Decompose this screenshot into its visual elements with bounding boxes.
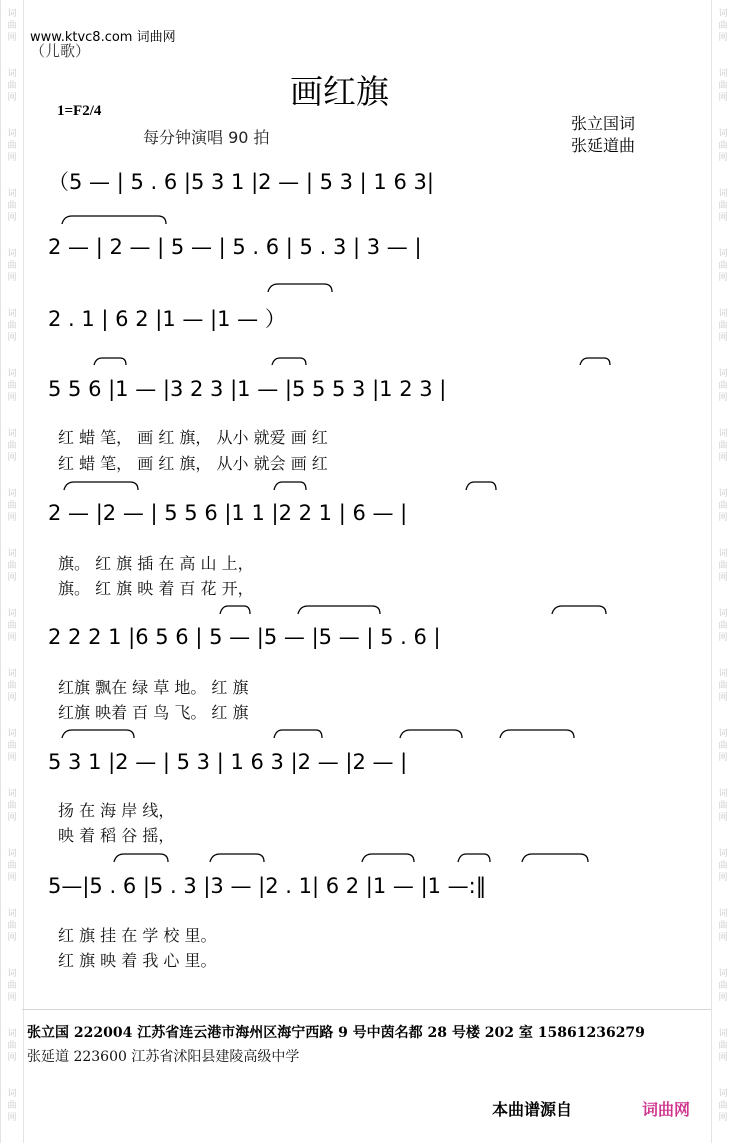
- watermark-stamp: 词 曲 网: [7, 309, 17, 343]
- lyric-line-7: 扬 在 海 岸 线，: [58, 801, 175, 820]
- slur-arc: [400, 730, 462, 738]
- notation-line-6: 2 2 2 1 |6 5 6 | 5 — |5 — |5 — | 5 . 6 |: [48, 625, 441, 649]
- watermark-stamp: 词 曲 网: [7, 69, 17, 103]
- source-label: 本曲谱源自: [492, 1100, 573, 1119]
- lyric-line-1: 红 蜡 笔， 画 红 旗， 从小 就爱 画 红: [58, 428, 328, 447]
- slur-arc: [466, 482, 496, 490]
- watermark-stamp: 词 曲 网: [7, 429, 17, 463]
- watermark-stamp: 词 曲 网: [718, 729, 728, 763]
- slur-arc: [274, 730, 322, 738]
- watermark-stamp: 词 曲 网: [7, 849, 17, 883]
- watermark-stamp: 词 曲 网: [7, 489, 17, 523]
- watermark-stamp: 词 曲 网: [718, 849, 728, 883]
- watermark-stamp: 词 曲 网: [718, 429, 728, 463]
- watermark-stamp: 词 曲 网: [718, 249, 728, 283]
- contact-lyricist: 张立国 222004 江苏省连云港市海州区海宁西路 9 号中茵名都 28 号楼 202 室 15861236279: [27, 1025, 645, 1041]
- slur-arc: [220, 606, 250, 614]
- watermark-stamp: 词 曲 网: [718, 789, 728, 823]
- watermark-stamp: 词 曲 网: [7, 9, 17, 43]
- slur-arc: [552, 606, 606, 614]
- watermark-stamp: 词 曲 网: [7, 729, 17, 763]
- slur-arc: [274, 482, 306, 490]
- lyric-line-3: 旗。 红 旗 插 在 高 山 上，: [58, 554, 254, 573]
- watermark-stamp: 词 曲 网: [7, 609, 17, 643]
- watermark-stamp: 词 曲 网: [7, 909, 17, 943]
- song-title: 画红旗: [290, 72, 389, 111]
- watermark-stamp: 词 曲 网: [718, 909, 728, 943]
- slur-arc: [64, 482, 138, 490]
- watermark-stamp: 词 曲 网: [718, 969, 728, 1003]
- watermark-stamp: 词 曲 网: [7, 1089, 17, 1123]
- slur-arc: [362, 854, 414, 862]
- watermark-stamp: 词 曲 网: [718, 129, 728, 163]
- watermark-stamp: 词 曲 网: [7, 1029, 17, 1063]
- notation-line-4: 5 5 6 |1 — |3 2 3 |1 — |5 5 5 3 |1 2 3 |: [48, 377, 447, 401]
- watermark-stamp: 词 曲 网: [7, 969, 17, 1003]
- genre-label: （儿歌）: [30, 42, 91, 60]
- watermark-stamp: 词 曲 网: [7, 789, 17, 823]
- slur-arc: [114, 854, 168, 862]
- lyric-line-10: 红 旗 映 着 我 心 里。: [58, 951, 217, 970]
- watermark-stamp: 词 曲 网: [718, 1089, 728, 1123]
- watermark-stamp: 词 曲 网: [7, 249, 17, 283]
- contact-composer: 张延道 223600 江苏省沭阳县建陵高级中学: [27, 1049, 300, 1065]
- composer-credit: 张延道曲: [571, 136, 636, 155]
- slur-arc: [522, 854, 588, 862]
- slur-arc: [62, 216, 166, 224]
- slur-arc: [500, 730, 574, 738]
- watermark-stamp: 词 曲 网: [718, 9, 728, 43]
- footer-divider: [22, 1009, 711, 1010]
- tempo-marking: 每分钟演唱 90 拍: [143, 128, 270, 147]
- slur-arc: [268, 284, 332, 292]
- lyricist-credit: 张立国词: [571, 114, 636, 133]
- notation-line-3: 2 . 1 | 6 2 |1 — |1 — ）: [48, 307, 286, 331]
- slur-arc: [62, 730, 134, 738]
- slur-arc: [210, 854, 264, 862]
- notation-line-1: （5 — | 5 . 6 |5 3 1 |2 — | 5 3 | 1 6 3|: [48, 170, 434, 194]
- watermark-stamp: 词 曲 网: [718, 369, 728, 403]
- watermark-stamp: 词 曲 网: [718, 609, 728, 643]
- watermark-stamp: 词 曲 网: [718, 1029, 728, 1063]
- slur-arc: [580, 358, 610, 365]
- notation-line-8: 5—|5 . 6 |5 . 3 |3 — |2 . 1| 6 2 |1 — |1 —:‖: [48, 874, 487, 898]
- slur-arc: [298, 606, 380, 614]
- watermark-stamp: 词 曲 网: [7, 549, 17, 583]
- notation-line-2: 2 — | 2 — | 5 — | 5 . 6 | 5 . 3 | 3 — |: [48, 235, 422, 259]
- slur-arc: [272, 358, 306, 365]
- brand-link[interactable]: 词曲网: [642, 1100, 691, 1119]
- watermark-stamp: 词 曲 网: [7, 669, 17, 703]
- watermark-stamp: 词 曲 网: [7, 369, 17, 403]
- watermark-stamp: 词 曲 网: [7, 189, 17, 223]
- key-signature: 1=F2/4: [57, 103, 102, 119]
- lyric-line-5: 红旗 飘在 绿 草 地。 红 旗: [58, 678, 249, 697]
- watermark-stamp: 词 曲 网: [718, 189, 728, 223]
- lyric-line-2: 红 蜡 笔， 画 红 旗， 从小 就会 画 红: [58, 454, 328, 473]
- lyric-line-8: 映 着 稻 谷 摇，: [58, 826, 175, 845]
- site-url: www.ktvc8.com 词曲网: [30, 30, 176, 45]
- watermark-stamp: 词 曲 网: [718, 489, 728, 523]
- slur-arc: [94, 358, 126, 365]
- watermark-stamp: 词 曲 网: [7, 129, 17, 163]
- watermark-stamp: 词 曲 网: [718, 69, 728, 103]
- watermark-stamp: 词 曲 网: [718, 549, 728, 583]
- lyric-line-4: 旗。 红 旗 映 着 百 花 开，: [58, 579, 254, 598]
- watermark-stamp: 词 曲 网: [718, 669, 728, 703]
- lyric-line-9: 红 旗 挂 在 学 校 里。: [58, 926, 217, 945]
- slur-arc: [458, 854, 490, 862]
- notation-line-7: 5 3 1 |2 — | 5 3 | 1 6 3 |2 — |2 — |: [48, 750, 408, 774]
- watermark-stamp: 词 曲 网: [718, 309, 728, 343]
- lyric-line-6: 红旗 映着 百 鸟 飞。 红 旗: [58, 703, 249, 722]
- notation-line-5: 2 — |2 — | 5 5 6 |1 1 |2 2 1 | 6 — |: [48, 501, 408, 525]
